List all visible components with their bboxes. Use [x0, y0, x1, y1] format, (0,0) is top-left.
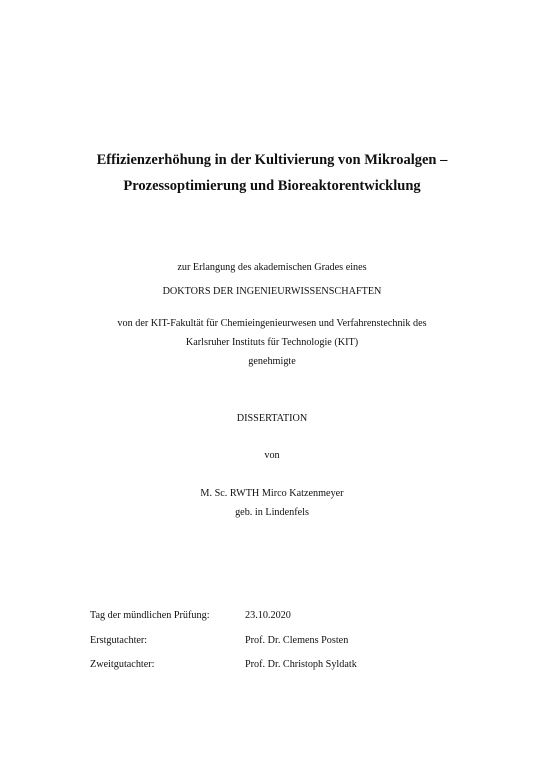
faculty-line-1: von der KIT-Fakultät für Chemieingenieurwesen und Verfahrenstechnik des — [117, 318, 427, 329]
author-birthplace: geb. in Lindenfels — [235, 507, 309, 518]
detail-value: Prof. Dr. Christoph Syldatk — [245, 659, 357, 670]
detail-label: Zweitgutachter: — [90, 659, 155, 670]
degree-line-1: zur Erlangung des akademischen Grades eines — [177, 262, 367, 273]
author-name: M. Sc. RWTH Mirco Katzenmeyer — [200, 488, 344, 499]
degree-line-2: DOKTORS DER INGENIEURWISSENSCHAFTEN — [162, 286, 382, 297]
detail-row-exam-date — [90, 610, 510, 622]
thesis-title-line-1: Effizienzerhöhung in der Kultivierung von Mikroalgen – — [96, 152, 448, 168]
detail-label: Tag der mündlichen Prüfung: — [90, 610, 210, 621]
detail-row-first-reviewer — [90, 635, 510, 647]
thesis-title-line-2: Prozessoptimierung und Bioreaktorentwicklung — [123, 178, 421, 194]
detail-label: Erstgutachter: — [90, 635, 148, 646]
document-type: DISSERTATION — [236, 413, 308, 424]
by-label: von — [264, 450, 280, 461]
faculty-line-3: genehmigte — [248, 356, 296, 367]
detail-row-second-reviewer — [90, 659, 510, 671]
faculty-line-2: Karlsruher Instituts für Technologie (KIT) — [185, 337, 359, 348]
detail-value: Prof. Dr. Clemens Posten — [245, 635, 349, 646]
detail-value: 23.10.2020 — [245, 610, 291, 621]
